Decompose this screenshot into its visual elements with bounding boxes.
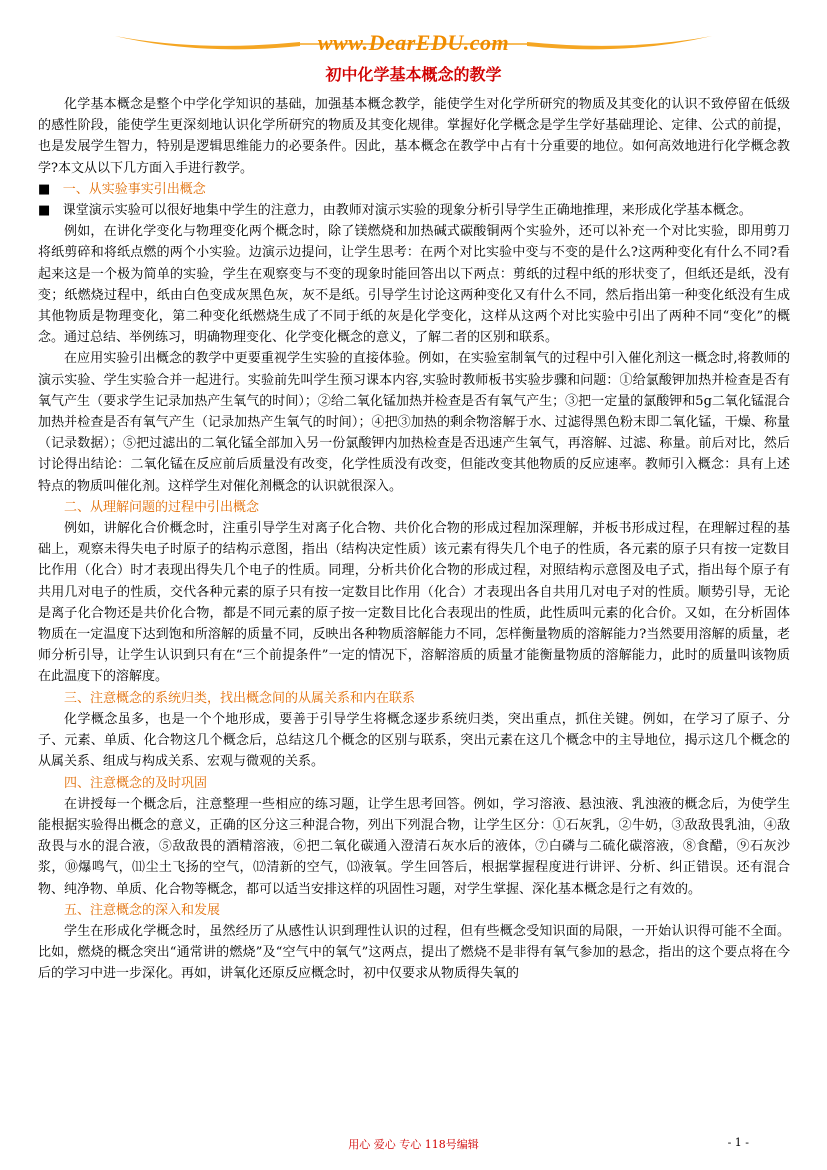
- section-1-paragraph-1: [38, 200, 790, 221]
- page-title: 初中化学基本概念的教学: [325, 65, 502, 84]
- section-4-heading: 四、注意概念的及时巩固: [64, 775, 208, 791]
- section-5-paragraph-1: 学生在形成化学概念时，虽然经历了从感性认识到理性认识的过程，但有些概念受知识面的局限，一开始认识得可能不全面。比如，燃烧的概念突出“通常讲的燃烧”及“空气中的氧气”这两点，提出了燃烧不是非得有氧气参加的悬念，指出的这个要点将在今后的学习中进一步深化。再如，讲氧化还原反应概念时，初中仅要求从物质得失氧的: [38, 923, 790, 982]
- intro-paragraph: 化学基本概念是整个中学化学知识的基础，加强基本概念教学，能使学生对化学所研究的物质及其变化的认识不致停留在低级的感性阶段，能使学生更深刻地认识化学所研究的物质及其变化规律。掌握好化学概念是学生学好基础理论、定律、公式的前提，也是发展学生智力，特别是逻辑思维能力的必要条件。因此，基本概念在教学中占有十分重要的地位。如何高效地进行化学概念教学?本文从以下几方面入手进行教学。: [38, 97, 790, 176]
- section-4-paragraph-1: 在讲授每一个概念后，注意整理一些相应的练习题，让学生思考回答。例如，学习溶液、悬浊液、乳浊液的概念后，为使学生能根据实验得出概念的意义，正确的区分这三种混合物，列出下列混合物，让学生区分：①石灰乳，②牛奶，③敌敌畏乳油，④敌敌畏与水的混合液，⑤敌敌畏的酒精溶液，⑥把二氧化碳通入澄清石灰水后的液体，⑦白磷与二硫化碳溶液，⑧食醋，⑨石灰沙浆，⑩爆鸣气，⑾尘土飞扬的空气，⑿清新的空气，⒀液氧。学生回答后，根据掌握程度进行讲评、分析、纠正错误。还有混合物、纯净物、单质、化合物等概念，都可以适当安排这样的巩固性习题，对学生掌握、深化基本概念是行之有效的。: [38, 796, 790, 897]
- document-body: [38, 94, 790, 985]
- section-1-paragraph-1-text: 课堂演示实验可以很好地集中学生的注意力，由教师对演示实验的现象分析引导学生正确地推理，来形成化学基本概念。: [62, 203, 752, 219]
- section-1-heading: [38, 179, 790, 200]
- site-url[interactable]: www.DearEDU.com: [317, 30, 510, 55]
- site-header: [0, 22, 827, 62]
- section-1-paragraph-3: 在应用实验引出概念的教学中更要重视学生实验的直接体验。例如，在实验室制氧气的过程中引入催化剂这一概念时,将教师的演示实验、学生实验合并一起进行。实验前先叫学生预习课本内容,实验时教师板书实验步骤和问题：①给氯酸钾加热并检查是否有氧气产生（要求学生记录加热产生氧气的时间）；②给二氧化锰加热并检查是否有氧气产生；③把一定量的氯酸钾和5g二氧化锰混合加热并检查是否有氧气产生（记录加热产生氧气的时间）；④把③加热的剩余物溶解于水、过滤得黑色粉末即二氧化锰，干燥、称量（记录数据）；⑤把过滤出的二氧化锰全部加入另一份氯酸钾内加热检查是否迅速产生氧气，再溶解、过滤、称量。前后对比，然后讨论得出结论：二氧化锰在反应前后质量没有改变，化学性质没有改变，但能改变其他物质的反应速率。教师引入概念：具有上述特点的物质叫催化剂。这样学生对催化剂概念的认识就很深入。: [38, 351, 790, 494]
- page-footer: [0, 1136, 827, 1156]
- section-2-paragraph-1: 例如，讲解化合价概念时，注重引导学生对离子化合物、共价化合物的形成过程加深理解，并板书形成过程，在理解过程的基础上，观察未得失电子时原子的结构示意图，指出（结构决定性质）该元素有得失几个电子的性质，各元素的原子只有按一定数目比作用（化合）时才表现出得失几个电子的性质。同理，分析共价化合物的形成过程，对照结构示意图及电子式，指出每个原子有共用几对电子的性质，交代各种元素的原子只有按一定数目比作用（化合）才表现出各自共用几对电子对的性质。顺势引导，无论是离子化合物还是共价化合物，都是不同元素的原子按一定数目比化合表现出的性质，此性质叫元素的化合价。又如，在分析固体物质在一定温度下达到饱和所溶解的质量不同，反映出各种物质溶解能力不同，怎样衡量物质的溶解能力?当然要用溶解的质量，老师分析引导，让学生认识到只有在“三个前提条件”一定的情况下，溶解溶质的质量才能衡量物质的溶解能力，此时的质量叫该物质在此温度下的溶解度。: [38, 521, 790, 685]
- section-3-heading: 三、注意概念的系统归类，找出概念间的从属关系和内在联系: [64, 690, 416, 706]
- section-1-heading-text: 一、从实验事实引出概念: [62, 181, 206, 197]
- bullet-square-icon: ■: [38, 203, 51, 219]
- page-number: - 1 -: [727, 1136, 749, 1149]
- section-3-paragraph-1: 化学概念虽多，也是一个个地形成，要善于引导学生将概念逐步系统归类，突出重点，抓住关键。例如，在学习了原子、分子、元素、单质、化合物这几个概念后，总结这几个概念的区别与联系，突出元素在这几个概念中的主导地位，揭示这几个概念的从属关系、组成与构成关系、宏观与微观的关系。: [38, 711, 790, 770]
- footer-slogan: 用心 爱心 专心 118号编辑: [348, 1138, 479, 1151]
- section-1-paragraph-2: 例如，在讲化学变化与物理变化两个概念时，除了镁燃烧和加热碱式碳酸铜两个实验外，还可以补充一个对比实验，即用剪刀将纸剪碎和将纸点燃的两个小实验。边演示边提问，让学生思考：在两个对比实验中变与不变的是什么?这两种变化有什么不同?看起来这是一个极为简单的实验，学生在观察变与不变的现象时能回答出以下两点：剪纸的过程中纸的形状变了，但纸还是纸，没有变；纸燃烧过程中，纸由白色变成灰黑色灰，灰不是纸。引导学生讨论这两种变化又有什么不同，然后指出第一种变化纸没有生成其他物质是物理变化，第二种变化纸燃烧生成了不同于纸的灰是化学变化，这样从这两个对比实验中引出了两种不同“变化”的概念。通过总结、举例练习，明确物理变化、化学变化概念的意义，了解二者的区别和联系。: [38, 224, 790, 346]
- section-5-heading: 五、注意概念的深入和发展: [64, 902, 221, 918]
- bullet-square-icon: ■: [38, 181, 51, 197]
- section-2-heading: 二、从理解问题的过程中引出概念: [64, 499, 260, 515]
